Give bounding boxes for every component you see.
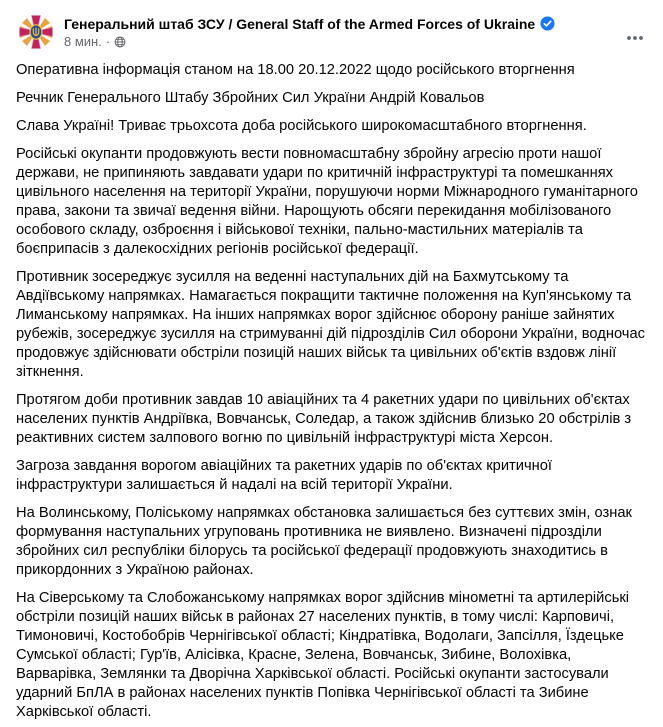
page-avatar[interactable] [16,12,56,52]
post-paragraph: Оперативна інформація станом на 18.00 20.12.2022 щодо російського вторгнення [16,62,575,78]
post-paragraph: Речник Генерального Штабу Збройних Сил України Андрій Ковальов [16,90,485,106]
post-header [16,12,647,52]
post-paragraph: На Сіверському та Слобожанському напрямках ворог здійснив мінометні та артилерійські обстріли позицій наших військ в районах 27 населених пунктів, в тому числі: Карповичі, Тимоновичі, Костобобрів Чернігівської області; Кіндратівка, Водолаги, Запсілля, Їздецьке Сумської області; Гур'їв, Алісівка, Красне, Зелена, Вовчанськ, Зибине, Волохівка, Варварівка, Землянки та Дворічна Харківської області. Російські окупанти застосували ударний БпЛА в районах населених пунктів Попівка Чернігівської області та Зибине Харківської області. [16,590,630,720]
more-options-button[interactable] [617,20,653,56]
general-staff-emblem-icon [16,12,56,52]
post-meta [64,34,555,49]
three-dots-icon [625,28,645,48]
post-paragraph: Протягом доби противник завдав 10 авіаційних та 4 ракетних удари по цивільних об'єктах населених пунктів Андріївка, Вовчанськ, Соледар, а також здійснив близько 20 обстрілів з реактивних систем залпового вогню по цивільній інфраструктурі міста Херсон. [16,392,632,446]
post-timestamp[interactable]: 8 мин. [64,33,102,49]
verified-badge-icon [540,16,555,31]
post-paragraph: Російські окупанти продовжують вести повномасштабну збройну агресію проти нашої держави, не припиняють завдавати удари по критичній інфраструктурі та помешканнях цивільного населення на території України, порушуючи норми Міжнародного гуманітарного права, закони та звичаї ведення війни. Нарощують обсяги перекидання мобілізованого особового складу, озброєння і військової техніки, пально-мастильних матеріалів та боєприпасів з далекосхідних регіонів російської федерації. [16,146,638,257]
post-paragraph: Противник зосереджує зусилля на веденні наступальних дій на Бахмутському та Авдіївському напрямках. Намагається покращити тактичне положення на Куп'янському та Лиманському напрямках. На інших напрямках ворог здійснює оборону раніше зайнятих рубежів, зосереджує зусилля на стримуванні дій підрозділів Сил оборони України, водночас продовжує здійснювати обстріли позицій наших військ та цивільних об'єктів вздовж лінії зіткнення. [16,269,645,380]
post-text [16,61,647,722]
header-info [64,12,555,52]
post-paragraph: Загроза завдання ворогом авіаційних та ракетних ударів по об'єктах критичної інфраструктури залишається й надалі на всій території України. [16,458,552,493]
globe-icon [114,36,126,48]
post-paragraph: На Волинському, Поліському напрямках обстановка залишається без суттєвих змін, ознак формування наступальних угруповань противника не виявлено. Визначені підрозділи збройних сил республіки білорусь та російської федерації продовжують знаходитись в прикордонних з Україною районах. [16,505,632,578]
post-paragraph: Слава Україні! Триває трьохсота доба російського широкомасштабного вторгнення. [16,118,587,134]
page-name-link[interactable]: Генеральний штаб ЗСУ / General Staff of the Armed Forces of Ukraine [64,15,536,32]
meta-separator: · [105,33,111,49]
